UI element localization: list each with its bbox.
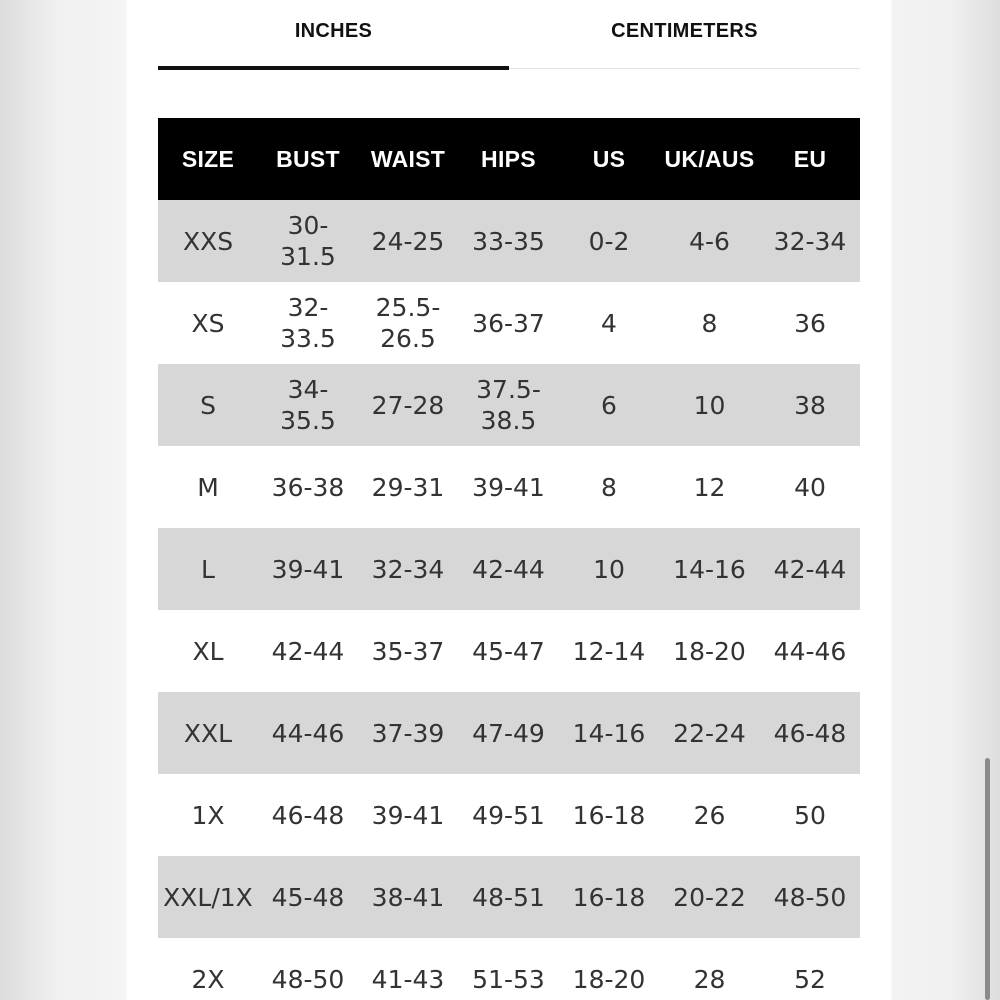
- size-chart-panel: [128, 0, 890, 1000]
- table-cell-waist: 35-37: [358, 610, 458, 692]
- table-cell-hips: 48-51: [458, 856, 559, 938]
- column-header-uk-aus: UK/AUS: [659, 118, 760, 200]
- table-row: [158, 610, 860, 692]
- table-cell-uk-aus: 10: [659, 364, 760, 446]
- size-chart-table: [158, 118, 860, 1000]
- table-cell-uk-aus: 12: [659, 446, 760, 528]
- table-cell-uk-aus: 18-20: [659, 610, 760, 692]
- table-cell-bust: 36-38: [258, 446, 358, 528]
- table-cell-bust: 46-48: [258, 774, 358, 856]
- table-row: [158, 282, 860, 364]
- column-header-us: US: [559, 118, 659, 200]
- table-cell-bust: 45-48: [258, 856, 358, 938]
- table-cell-waist: 32-34: [358, 528, 458, 610]
- column-header-waist: WAIST: [358, 118, 458, 200]
- table-cell-us: 8: [559, 446, 659, 528]
- table-cell-eu: 36: [760, 282, 860, 364]
- table-cell-us: 0-2: [559, 200, 659, 282]
- table-cell-size: 2X: [158, 938, 258, 1000]
- table-cell-eu: 42-44: [760, 528, 860, 610]
- column-header-size: SIZE: [158, 118, 258, 200]
- table-cell-eu: 52: [760, 938, 860, 1000]
- table-cell-us: 18-20: [559, 938, 659, 1000]
- table-cell-bust: 30- 31.5: [258, 200, 358, 282]
- table-cell-eu: 46-48: [760, 692, 860, 774]
- table-cell-hips: 36-37: [458, 282, 559, 364]
- table-cell-hips: 51-53: [458, 938, 559, 1000]
- table-cell-uk-aus: 26: [659, 774, 760, 856]
- table-cell-us: 16-18: [559, 856, 659, 938]
- table-cell-waist: 29-31: [358, 446, 458, 528]
- table-cell-waist: 38-41: [358, 856, 458, 938]
- unit-tabs: [158, 0, 860, 72]
- table-cell-size: XXL/1X: [158, 856, 258, 938]
- table-row: [158, 856, 860, 938]
- table-cell-waist: 27-28: [358, 364, 458, 446]
- column-header-hips: HIPS: [458, 118, 559, 200]
- table-cell-waist: 25.5- 26.5: [358, 282, 458, 364]
- table-cell-waist: 24-25: [358, 200, 458, 282]
- table-cell-size: XL: [158, 610, 258, 692]
- table-row: [158, 446, 860, 528]
- tab-centimeters[interactable]: CENTIMETERS: [611, 20, 758, 42]
- table-cell-waist: 41-43: [358, 938, 458, 1000]
- tab-inches[interactable]: INCHES: [294, 20, 373, 42]
- table-cell-hips: 33-35: [458, 200, 559, 282]
- table-cell-bust: 39-41: [258, 528, 358, 610]
- table-cell-uk-aus: 22-24: [659, 692, 760, 774]
- table-cell-hips: 39-41: [458, 446, 559, 528]
- table-cell-us: 16-18: [559, 774, 659, 856]
- table-body: [158, 200, 860, 1000]
- table-cell-size: XS: [158, 282, 258, 364]
- table-cell-waist: 39-41: [358, 774, 458, 856]
- table-cell-eu: 50: [760, 774, 860, 856]
- table-cell-bust: 44-46: [258, 692, 358, 774]
- table-cell-eu: 38: [760, 364, 860, 446]
- table-cell-us: 14-16: [559, 692, 659, 774]
- scrollbar-thumb[interactable]: [985, 758, 990, 1000]
- table-cell-hips: 49-51: [458, 774, 559, 856]
- table-cell-size: 1X: [158, 774, 258, 856]
- table-cell-hips: 42-44: [458, 528, 559, 610]
- table-cell-eu: 44-46: [760, 610, 860, 692]
- table-cell-hips: 45-47: [458, 610, 559, 692]
- table-cell-bust: 32- 33.5: [258, 282, 358, 364]
- table-cell-bust: 42-44: [258, 610, 358, 692]
- table-row: [158, 938, 860, 1000]
- active-tab-indicator: [158, 66, 509, 70]
- table-cell-hips: 47-49: [458, 692, 559, 774]
- table-cell-us: 10: [559, 528, 659, 610]
- table-cell-us: 6: [559, 364, 659, 446]
- table-cell-eu: 40: [760, 446, 860, 528]
- column-header-eu: EU: [760, 118, 860, 200]
- table-cell-us: 12-14: [559, 610, 659, 692]
- table-cell-size: XXL: [158, 692, 258, 774]
- table-cell-eu: 48-50: [760, 856, 860, 938]
- table-cell-bust: 48-50: [258, 938, 358, 1000]
- table-row: [158, 364, 860, 446]
- column-header-bust: BUST: [258, 118, 358, 200]
- table-cell-bust: 34- 35.5: [258, 364, 358, 446]
- table-cell-us: 4: [559, 282, 659, 364]
- table-cell-size: M: [158, 446, 258, 528]
- table-cell-waist: 37-39: [358, 692, 458, 774]
- table-cell-uk-aus: 4-6: [659, 200, 760, 282]
- table-row: [158, 528, 860, 610]
- table-cell-uk-aus: 28: [659, 938, 760, 1000]
- table-cell-size: XXS: [158, 200, 258, 282]
- table-cell-uk-aus: 8: [659, 282, 760, 364]
- table-cell-eu: 32-34: [760, 200, 860, 282]
- table-row: [158, 200, 860, 282]
- table-header-row: [158, 118, 860, 200]
- table-row: [158, 692, 860, 774]
- table-cell-hips: 37.5- 38.5: [458, 364, 559, 446]
- table-cell-uk-aus: 20-22: [659, 856, 760, 938]
- table-row: [158, 774, 860, 856]
- table-cell-size: S: [158, 364, 258, 446]
- table-cell-uk-aus: 14-16: [659, 528, 760, 610]
- tab-divider: [509, 68, 860, 69]
- table-cell-size: L: [158, 528, 258, 610]
